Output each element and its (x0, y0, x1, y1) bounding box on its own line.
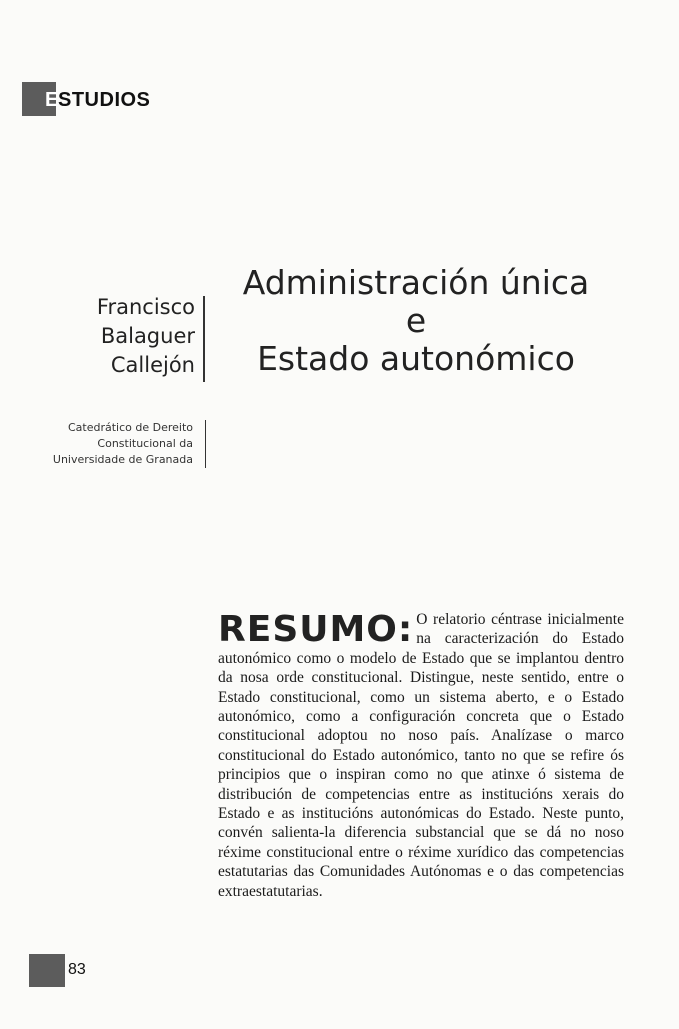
affiliation-line: Catedrático de Dereito (67, 421, 193, 434)
author-affiliation (53, 420, 193, 468)
page-number-label: 83 (68, 961, 86, 978)
section-label-rest: STUDIOS (58, 89, 151, 111)
author-name-line: Francisco (96, 295, 195, 319)
affiliation-divider (205, 420, 206, 468)
abstract-heading: RESUMO: (218, 609, 414, 650)
author-name (97, 293, 195, 380)
article-title (226, 264, 606, 378)
affiliation-line: Universidade de Granada (52, 453, 193, 466)
affiliation-line: Constitucional da (97, 437, 193, 450)
abstract (218, 610, 624, 901)
section-label-initial: E (45, 89, 59, 111)
title-line: e (405, 301, 427, 340)
abstract-text: O relatorio céntrase inicialmente na caracterización do Estado autonómico como o modelo de Estado que se implantou dentro da nosa orde constitucional. Distingue, neste sentido, entre o Estado constitucional, como un sistema aberto, e o Estado autonómico, como a configuración concreta que o Estado constitucional adoptou no noso país. Analízase o marco constitucional do Estado autonómico, tanto no que se refire ós principios que o inspiran como no que atinxe ó sistema de distribución de competencias entre as institucións xerais do Estado e as institucións autonómicas do Estado. Neste punto, convén salienta-la diferencia substancial que se dá no noso réxime constitucional entre o réxime xurídico das competencias estatutarias das Comunidades Autónomas e o das competencias extraestatutarias. (218, 611, 624, 900)
section-label (45, 89, 151, 112)
author-name-line: Callejón (110, 353, 195, 377)
page-marker-block (29, 954, 65, 987)
author-divider (203, 296, 205, 382)
title-line: Administración única (242, 263, 590, 302)
author-name-line: Balaguer (100, 324, 195, 348)
title-line: Estado autonómico (257, 339, 575, 378)
